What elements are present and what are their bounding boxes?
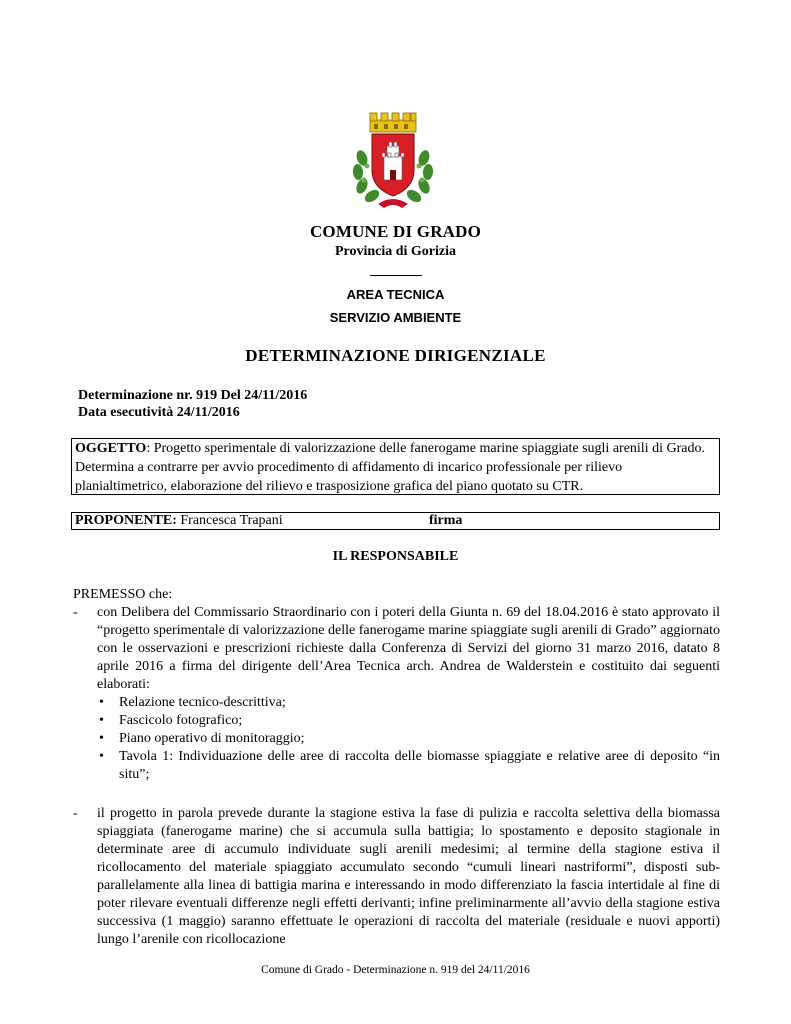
list-item: • Fascicolo fotografico; bbox=[99, 713, 243, 728]
area-name: AREA TECNICA bbox=[346, 287, 445, 302]
list-item: • Relazione tecnico-descrittiva; bbox=[99, 695, 286, 710]
bullet-icon: • bbox=[99, 749, 104, 764]
list-item: • Tavola 1: Individuazione delle aree di raccolta delle biomasse spiaggiate e relative aree di deposito “in situ”; bbox=[99, 749, 720, 782]
premise-paragraph-2 bbox=[73, 805, 720, 949]
list-item: • Piano operativo di monitoraggio; bbox=[99, 731, 305, 746]
proposer-name: Francesca Trapani bbox=[176, 513, 283, 528]
subject-label: OGGETTO bbox=[75, 441, 147, 456]
attachment-list bbox=[97, 694, 720, 784]
premise-label: PREMESSO che: bbox=[73, 587, 173, 602]
premise-paragraph-1 bbox=[73, 604, 720, 784]
province-name: Provincia di Gorizia bbox=[334, 244, 457, 259]
town-name: COMUNE DI GRADO bbox=[309, 222, 482, 241]
document-type: DETERMINAZIONE DIRIGENZIALE bbox=[245, 346, 546, 365]
dash-marker: - bbox=[73, 806, 78, 821]
service-name: SERVIZIO AMBIENTE bbox=[329, 310, 462, 325]
proposer-label: PROPONENTE: bbox=[75, 513, 177, 528]
determination-number: Determinazione nr. 919 Del 24/11/2016 bbox=[78, 388, 308, 403]
subject-box bbox=[71, 438, 720, 495]
paragraph-text: il progetto in parola prevede durante la stagione estiva la fase di pulizia e raccolta selettiva della biomassa spiaggiata (fanerogame marine) che si accumula sulla battigia; lo spostamento e deposito stagionale in determinate aree di accumulo individuate sugli arenili medesimi; al termine della stagione estiva il ricollocamento del materiale spiaggiato accumulato secondo “cumuli lineari nastriformi”, disposti sub-parallelamente alla linea di battigia marina e interessando in modo differenziato la fascia intertidale al fine di poter rilevare eventuali differenze negli effetti derivanti; infine preliminarmente all’avvio della stagione estiva successiva (1 maggio) saranno effettuate le operazioni di raccolta del materiale (residuale e nuovi apporti) lungo l’arenile con ricollocazione bbox=[97, 806, 720, 947]
dash-marker: - bbox=[73, 605, 78, 620]
signature-label: firma bbox=[429, 513, 463, 528]
bullet-icon: • bbox=[99, 713, 104, 728]
coat-of-arms-icon bbox=[340, 108, 446, 214]
section-heading: IL RESPONSABILE bbox=[332, 549, 459, 564]
execution-date: Data esecutività 24/11/2016 bbox=[78, 405, 240, 420]
subject-text: : Progetto sperimentale di valorizzazione delle fanerogame marine spiaggiate sugli arenili di Grado. Determina a contrarre per avvio procedimento di affidamento di incarico professionale per rilievo planialtimetrico, elaborazione del rilievo e trasposizione grafica del piano quotato su CTR. bbox=[75, 441, 705, 494]
proposer-box bbox=[71, 512, 720, 530]
bullet-icon: • bbox=[99, 731, 104, 746]
page-footer: Comune di Grado - Determinazione n. 919 del 24/11/2016 bbox=[261, 964, 530, 976]
divider bbox=[370, 275, 422, 276]
bullet-icon: • bbox=[99, 695, 104, 710]
paragraph-text: con Delibera del Commissario Straordinario con i poteri della Giunta n. 69 del 18.04.2016 è stato approvato il “progetto sperimentale di valorizzazione delle fanerogame marine spiaggiate sugli arenili di Grado” aggiornato con le osservazioni e prescrizioni richieste dalla Conferenza di Servizi del giorno 31 marzo 2016, datato 8 aprile 2016 a firma del dirigente dell’Area Tecnica arch. Andrea de Walderstein e costituito dai seguenti elaborati: bbox=[97, 605, 720, 692]
